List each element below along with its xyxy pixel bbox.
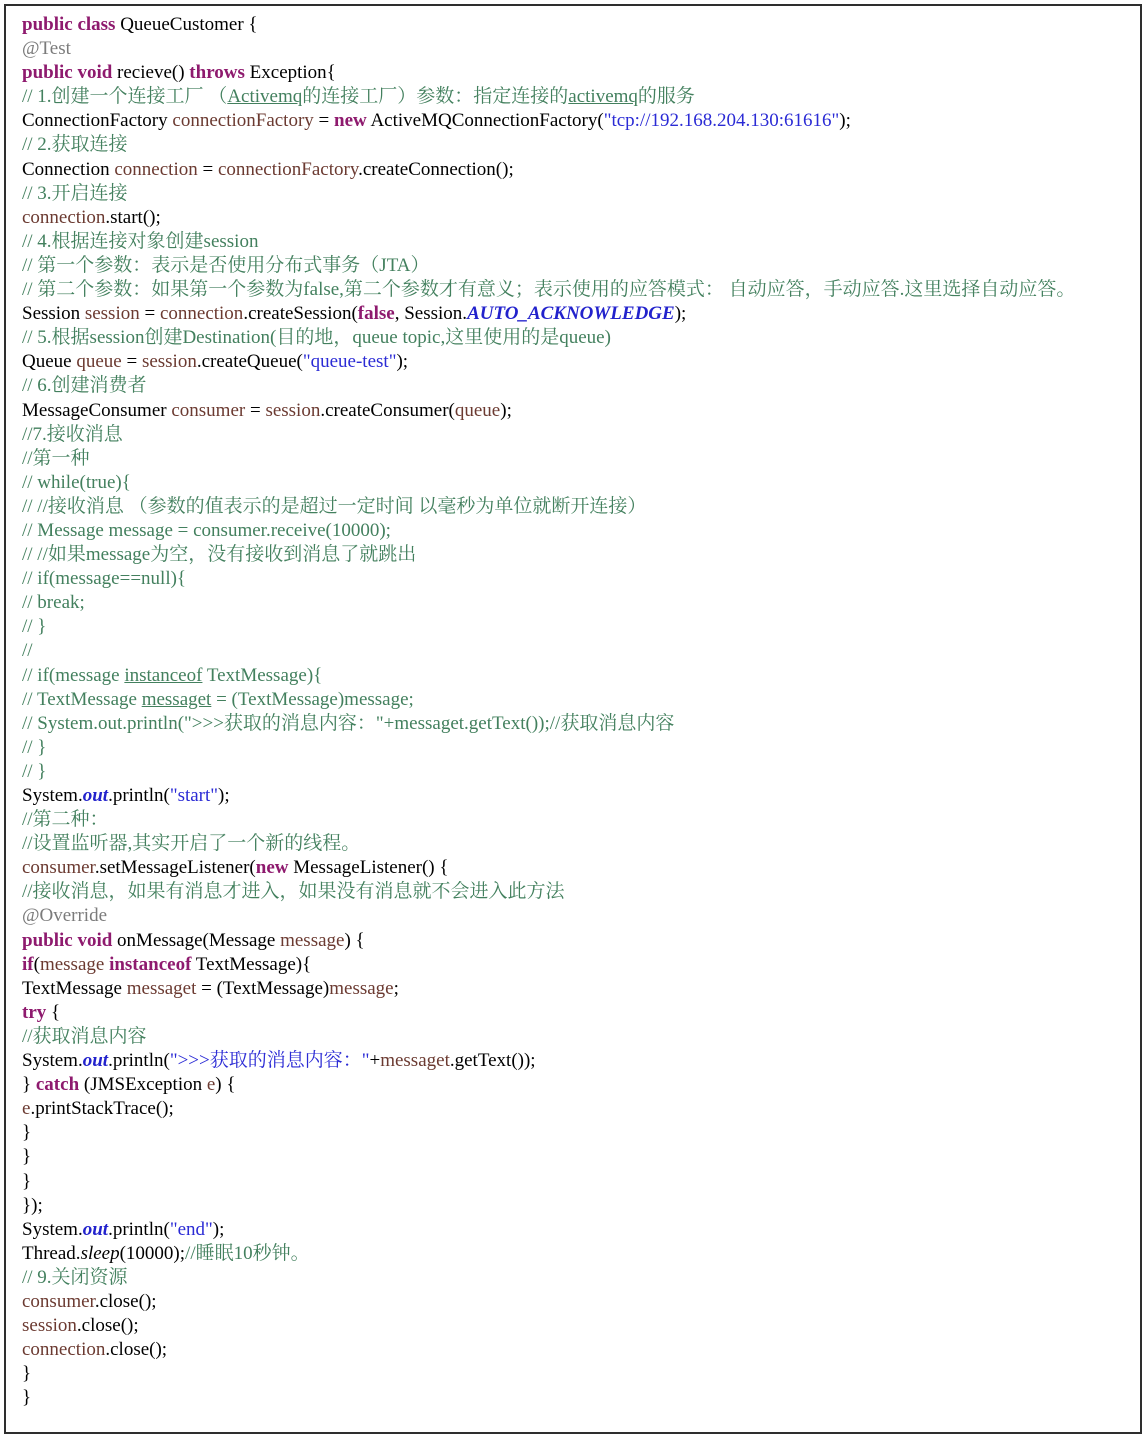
token-comment: // 6.创建消费者 [22, 375, 147, 397]
token-variable: message [280, 929, 345, 951]
token-variable: session [265, 399, 321, 421]
code-line [22, 880, 1124, 904]
token-plain: ActiveMQConnectionFactory( [366, 110, 604, 132]
token-comment: // 1.创建一个连接工厂 （ [22, 86, 228, 108]
code-line [22, 326, 1124, 350]
token-keyword: false [357, 303, 395, 325]
code-line [22, 688, 1124, 712]
token-comment: //设置监听器,其实开启了一个新的线程。 [22, 833, 361, 855]
token-comment: // TextMessage [22, 688, 142, 710]
token-comment: //第一种 [22, 447, 90, 469]
token-comment: //获取消息内容 [22, 1025, 147, 1047]
token-comment: // 2.获取连接 [22, 134, 128, 156]
token-comment-underlined: Activemq [227, 86, 303, 108]
token-comment: // 5.根据session创建Destination(目的地，queue topic,这里使用的是queue) [22, 327, 611, 349]
code-line [22, 1218, 1124, 1242]
token-comment: // 第一个参数：表示是否使用分布式事务（JTA） [22, 254, 430, 276]
token-plain: .createQueue( [196, 351, 303, 373]
token-comment: // 第二个参数：如果第一个参数为false,第二个参数才有意义；表示使用的应答模式： 自动应答，手动应答.这里选择自动应答。 [22, 279, 1076, 301]
code-line [22, 133, 1124, 157]
token-plain: .getText()); [449, 1050, 536, 1072]
token-variable: consumer [171, 399, 246, 421]
code-line [22, 109, 1124, 133]
token-comment: // [22, 640, 33, 662]
token-plain: Exception{ [244, 62, 336, 84]
code-line [22, 1145, 1124, 1169]
code-line [22, 423, 1124, 447]
token-plain: } [22, 1387, 32, 1409]
code-line [22, 1314, 1124, 1338]
code-line [22, 13, 1124, 37]
code-line [22, 977, 1124, 1001]
code-line [22, 1073, 1124, 1097]
token-variable: connectionFactory [217, 158, 359, 180]
token-keyword: public void [22, 929, 113, 951]
token-plain: .createConsumer( [320, 399, 455, 421]
token-plain: = [139, 303, 160, 325]
token-plain: MessageConsumer [22, 399, 172, 421]
token-plain: } [22, 1170, 32, 1192]
code-line [22, 1338, 1124, 1362]
token-variable: messaget [380, 1050, 450, 1072]
code-line [22, 953, 1124, 977]
code-line [22, 1025, 1124, 1049]
code-line [22, 1049, 1124, 1073]
token-variable: connectionFactory [172, 110, 314, 132]
token-comment: //7.接收消息 [22, 423, 123, 445]
code-line [22, 1266, 1124, 1290]
token-comment: // 4.根据连接对象创建session [22, 230, 259, 252]
code-line [22, 1001, 1124, 1025]
token-variable: session [141, 351, 197, 373]
token-string: ">>>获取的消息内容：" [169, 1050, 370, 1072]
token-plain: ); [674, 303, 687, 325]
token-variable: e [22, 1098, 31, 1120]
token-plain: { [46, 1001, 61, 1023]
token-plain: .createSession( [243, 303, 358, 325]
token-plain: .close(); [76, 1315, 139, 1337]
code-line [22, 1170, 1124, 1194]
token-variable: consumer [22, 857, 95, 879]
token-plain: TextMessage){ [191, 953, 312, 975]
code-line [22, 591, 1124, 615]
token-plain: ); [500, 399, 512, 421]
token-keyword: catch [35, 1074, 80, 1096]
code-line [22, 1194, 1124, 1218]
code-line [22, 302, 1124, 326]
token-plain: .println( [108, 1218, 170, 1240]
token-keyword: throws [189, 62, 245, 84]
token-annotation: @Test [22, 38, 71, 60]
token-plain: } [22, 1122, 32, 1144]
token-comment: // System.out.println(">>>获取的消息内容："+messaget.getText());//获取消息内容 [22, 712, 675, 734]
token-variable: session [22, 1315, 77, 1337]
code-line [22, 1386, 1124, 1410]
token-plain: .println( [108, 785, 170, 806]
code-line [22, 904, 1124, 928]
code-line [22, 206, 1124, 230]
token-variable: consumer [22, 1290, 95, 1312]
token-comment-underlined: messaget [141, 688, 212, 710]
token-plain: .createConnection(); [358, 158, 514, 180]
token-keyword: public class [22, 14, 116, 35]
code-line [22, 808, 1124, 832]
code-line [22, 615, 1124, 639]
token-comment: // if(message==null){ [22, 568, 187, 590]
token-comment: //第二种： [22, 809, 109, 831]
token-plain: = (TextMessage) [196, 977, 330, 999]
token-comment: // break; [22, 592, 85, 614]
code-line [22, 1362, 1124, 1386]
token-plain: ); [212, 1218, 225, 1240]
code-line [22, 1097, 1124, 1121]
token-plain: .start(); [105, 206, 161, 228]
token-comment: //睡眠10秒钟。 [185, 1242, 310, 1264]
token-comment: // //如果message为空，没有接收到消息了就跳出 [22, 544, 417, 566]
token-variable: session [84, 303, 140, 325]
code-line [22, 182, 1124, 206]
code-line [22, 832, 1124, 856]
token-static-field: AUTO_ACKNOWLEDGE [467, 303, 675, 325]
token-comment: // //接收消息 （参数的值表示的是超过一定时间 以毫秒为单位就断开连接） [22, 495, 647, 517]
token-keyword: new [255, 857, 289, 879]
token-variable: e [206, 1074, 216, 1096]
token-plain: .setMessageListener( [94, 857, 256, 879]
token-plain: Thread. [22, 1242, 81, 1264]
code-line [22, 519, 1124, 543]
token-plain: ( [33, 953, 40, 975]
code-line [22, 664, 1124, 688]
code-line [22, 37, 1124, 61]
code-line [22, 712, 1124, 736]
token-plain: System. [22, 785, 83, 806]
token-plain: = [245, 399, 266, 421]
code-line [22, 736, 1124, 760]
code-line [22, 350, 1124, 374]
token-annotation: @Override [22, 905, 108, 927]
code-line [22, 929, 1124, 953]
token-comment: // if(message [22, 664, 125, 686]
token-plain: + [369, 1050, 381, 1072]
token-plain: = [197, 158, 218, 180]
token-string: "end" [169, 1218, 213, 1240]
token-keyword: instanceof [109, 953, 192, 975]
code-line [22, 230, 1124, 254]
code-line [22, 639, 1124, 663]
code-line [22, 254, 1124, 278]
token-plain: ConnectionFactory [22, 110, 173, 132]
token-plain: ); [396, 351, 409, 373]
token-plain: .close(); [105, 1339, 168, 1361]
token-comment: 的连接工厂）参数：指定连接的 [302, 86, 569, 108]
token-keyword: try [22, 1001, 47, 1023]
token-comment: = (TextMessage)message; [211, 688, 414, 710]
token-plain: .println( [108, 1050, 170, 1072]
token-comment: 的服务 [637, 86, 695, 108]
token-plain: (10000); [119, 1242, 186, 1264]
token-variable: message [329, 977, 394, 999]
token-comment: // } [22, 736, 47, 758]
token-plain: onMessage(Message [112, 929, 281, 951]
token-string: "tcp://192.168.204.130:61616" [603, 110, 840, 132]
code-line [22, 760, 1124, 784]
code-line [22, 1242, 1124, 1266]
token-comment-underlined: activemq [568, 86, 638, 108]
token-plain: .printStackTrace(); [30, 1098, 174, 1120]
code-line [22, 567, 1124, 591]
token-plain: } [22, 1074, 36, 1096]
token-static-field: out [82, 1050, 109, 1072]
token-keyword: new [334, 110, 367, 132]
token-comment: // 3.开启连接 [22, 182, 128, 204]
token-variable: queue [454, 399, 501, 421]
code-line [22, 278, 1124, 302]
token-plain: System. [22, 1218, 83, 1240]
token-static-field: out [82, 1218, 109, 1240]
token-comment: // } [22, 760, 47, 782]
token-plain: System. [22, 1050, 83, 1072]
token-comment: //接收消息，如果有消息才进入，如果没有消息就不会进入此方法 [22, 881, 565, 903]
token-variable: message [39, 953, 105, 975]
code-line [22, 856, 1124, 880]
code-line [22, 543, 1124, 567]
token-comment: TextMessage){ [202, 664, 323, 686]
code-line [22, 85, 1124, 109]
token-plain: recieve() [112, 62, 190, 84]
token-plain: (JMSException [79, 1074, 207, 1096]
code-line [22, 61, 1124, 85]
code-line [22, 1290, 1124, 1314]
code-line [22, 1121, 1124, 1145]
token-plain: TextMessage [22, 977, 127, 999]
token-comment: // while(true){ [22, 471, 131, 493]
token-plain: QueueCustomer { [115, 14, 258, 35]
token-variable: connection [22, 1339, 106, 1361]
code-line [22, 158, 1124, 182]
token-string: "queue-test" [302, 351, 397, 373]
token-plain: Connection [22, 158, 115, 180]
token-variable: queue [76, 351, 122, 373]
token-keyword: if [22, 953, 34, 975]
token-static-method: sleep [80, 1242, 120, 1264]
token-plain: MessageListener() { [288, 857, 449, 879]
code-frame [4, 4, 1142, 1434]
code-line [22, 495, 1124, 519]
token-plain: ); [218, 785, 230, 806]
token-plain: } [22, 1146, 32, 1168]
code-block [22, 13, 1124, 1410]
token-plain: ) { [344, 929, 365, 951]
token-plain: ) { [215, 1074, 236, 1096]
code-line [22, 784, 1124, 808]
token-comment: // 9.关闭资源 [22, 1266, 128, 1288]
code-line [22, 399, 1124, 423]
token-plain: Queue [22, 351, 77, 373]
token-plain: Session [22, 303, 85, 325]
code-line [22, 447, 1124, 471]
token-variable: connection [22, 206, 106, 228]
token-comment: // Message message = consumer.receive(10000); [22, 519, 391, 541]
token-comment-underlined: instanceof [124, 664, 203, 686]
token-plain: }); [22, 1194, 43, 1216]
token-comment: // } [22, 616, 47, 638]
token-plain: } [22, 1363, 32, 1385]
token-string: "start" [169, 785, 219, 806]
token-static-field: out [82, 785, 109, 806]
token-variable: connection [114, 158, 198, 180]
token-plain: ; [393, 977, 399, 999]
code-line [22, 471, 1124, 495]
token-plain: .close(); [94, 1290, 157, 1312]
token-plain: ); [839, 110, 851, 132]
token-plain: , Session. [394, 303, 468, 325]
token-plain: = [121, 351, 142, 373]
token-variable: connection [159, 303, 244, 325]
token-plain: = [313, 110, 335, 132]
token-keyword: public void [22, 62, 113, 84]
code-line [22, 374, 1124, 398]
token-variable: messaget [126, 977, 197, 999]
